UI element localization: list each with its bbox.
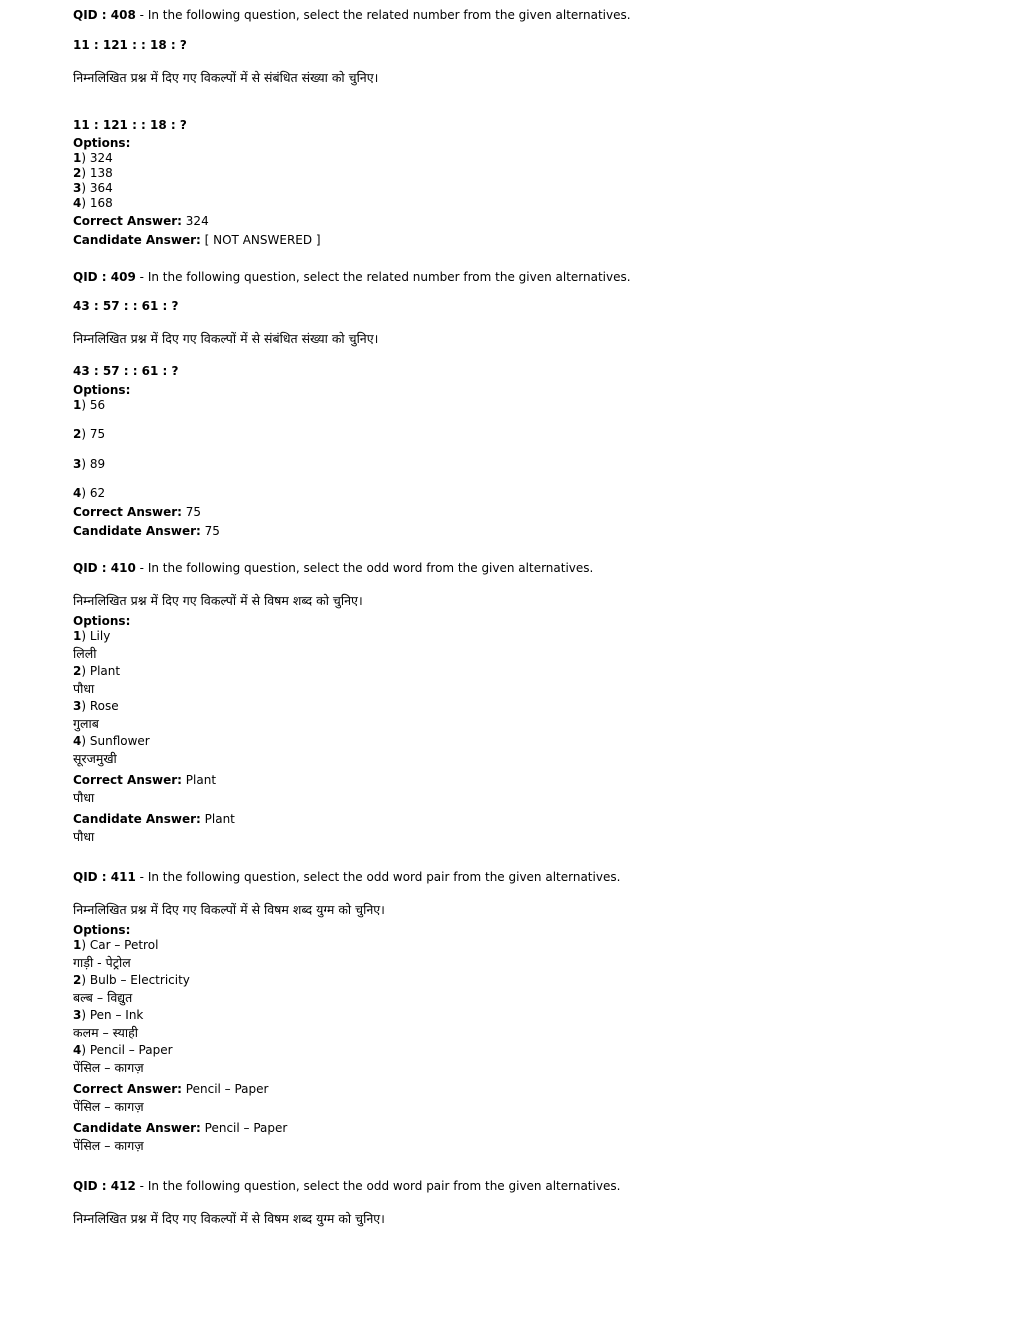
separator: - [135, 870, 148, 884]
option-text: Pencil – Paper [89, 1043, 173, 1057]
correct-answer [73, 214, 209, 229]
candidate-answer [73, 1121, 287, 1136]
option-number: 2 [73, 973, 82, 987]
correct-answer-label: Correct Answer: [73, 773, 182, 787]
option-item: 3) Rose [73, 699, 119, 713]
correct-answer-hi: पौधा [73, 790, 95, 805]
correct-answer-label: Correct Answer: [73, 505, 182, 519]
option-item: 1) Lily [73, 629, 111, 643]
option-number: 2 [73, 664, 82, 678]
option-text: 138 [89, 166, 113, 180]
option-text-hi: पौधा [73, 681, 95, 696]
option-text: 168 [89, 196, 113, 210]
option-text: Car – Petrol [89, 938, 159, 952]
option-item: 3) 364 [73, 181, 113, 195]
option-item: 2) Plant [73, 664, 121, 678]
option-item: 2) 138 [73, 166, 113, 180]
option-number: 3 [73, 181, 82, 195]
option-number: 4 [73, 1043, 82, 1057]
candidate-answer-hi: पेंसिल – कागज़ [73, 1138, 144, 1153]
option-text: Lily [89, 629, 111, 643]
question-text-hi: निम्नलिखित प्रश्न में दिए गए विकल्पों में से विषम शब्द को चुनिए। [73, 593, 363, 608]
question-expression: 43 : 57 : : 61 : ? [73, 299, 179, 313]
correct-answer-value: Pencil – Paper [185, 1082, 269, 1096]
candidate-answer [73, 812, 235, 827]
separator: - [135, 1179, 148, 1193]
option-number: 2 [73, 166, 82, 180]
candidate-answer-hi: पौधा [73, 829, 95, 844]
candidate-answer-value: Plant [204, 812, 235, 826]
question-expression: 11 : 121 : : 18 : ? [73, 38, 187, 52]
option-number: 3 [73, 699, 82, 713]
option-text: 75 [89, 427, 106, 441]
option-text: Bulb – Electricity [89, 973, 190, 987]
option-text: 56 [89, 398, 106, 412]
question-410-header [73, 561, 593, 576]
option-number: 4 [73, 734, 82, 748]
option-number: 3 [73, 457, 82, 471]
options-label: Options: [73, 383, 131, 397]
option-item: 1) Car – Petrol [73, 938, 159, 952]
option-text: 364 [89, 181, 113, 195]
option-item: 4) Pencil – Paper [73, 1043, 173, 1057]
question-expression-hi: 11 : 121 : : 18 : ? [73, 118, 187, 132]
correct-answer-label: Correct Answer: [73, 214, 182, 228]
question-text-hi: निम्नलिखित प्रश्न में दिए गए विकल्पों में से विषम शब्द युग्म को चुनिए। [73, 902, 385, 917]
option-text-hi: पेंसिल – कागज़ [73, 1060, 144, 1075]
candidate-answer-value: 75 [204, 524, 220, 538]
candidate-answer-label: Candidate Answer: [73, 1121, 201, 1135]
question-text-hi: निम्नलिखित प्रश्न में दिए गए विकल्पों में से संबंधित संख्या को चुनिए। [73, 331, 379, 346]
option-number: 1 [73, 629, 82, 643]
option-text-hi: बल्ब – विद्युत [73, 990, 133, 1005]
question-text-en: In the following question, select the related number from the given alternatives. [147, 8, 631, 22]
correct-answer-label: Correct Answer: [73, 1082, 182, 1096]
option-number: 1 [73, 938, 82, 952]
qid-label: QID : 412 [73, 1179, 136, 1193]
options-label: Options: [73, 136, 131, 150]
candidate-answer [73, 524, 220, 539]
candidate-answer [73, 233, 321, 248]
question-411-header [73, 870, 620, 885]
option-text-hi: लिली [73, 646, 97, 661]
question-409-header [73, 270, 631, 285]
candidate-answer-value: [ NOT ANSWERED ] [204, 233, 321, 247]
candidate-answer-label: Candidate Answer: [73, 812, 201, 826]
option-text-hi: सूरजमुखी [73, 751, 117, 766]
option-item: 4) Sunflower [73, 734, 150, 748]
correct-answer [73, 505, 201, 520]
correct-answer-value: 324 [185, 214, 209, 228]
candidate-answer-label: Candidate Answer: [73, 233, 201, 247]
separator: - [135, 561, 148, 575]
qid-label: QID : 411 [73, 870, 136, 884]
correct-answer-value: 75 [185, 505, 202, 519]
option-text: Plant [89, 664, 121, 678]
option-number: 4 [73, 196, 82, 210]
question-text-en: In the following question, select the odd word pair from the given alternatives. [147, 1179, 621, 1193]
option-number: 4 [73, 486, 82, 500]
question-expression-hi: 43 : 57 : : 61 : ? [73, 364, 179, 378]
option-item: 3) Pen – Ink [73, 1008, 144, 1022]
separator: - [135, 8, 148, 22]
option-item: 3) 89 [73, 457, 106, 471]
option-number: 3 [73, 1008, 82, 1022]
option-number: 1 [73, 151, 82, 165]
option-number: 1 [73, 398, 82, 412]
correct-answer [73, 1082, 268, 1097]
candidate-answer-label: Candidate Answer: [73, 524, 201, 538]
qid-label: QID : 410 [73, 561, 136, 575]
question-text-en: In the following question, select the related number from the given alternatives. [147, 270, 631, 284]
qid-label: QID : 409 [73, 270, 136, 284]
question-412-header [73, 1179, 620, 1194]
options-label: Options: [73, 614, 131, 628]
separator: - [135, 270, 148, 284]
question-text-hi: निम्नलिखित प्रश्न में दिए गए विकल्पों में से विषम शब्द युग्म को चुनिए। [73, 1211, 385, 1226]
qid-label: QID : 408 [73, 8, 136, 22]
question-text-hi: निम्नलिखित प्रश्न में दिए गए विकल्पों में से संबंधित संख्या को चुनिए। [73, 70, 379, 85]
option-text: 62 [89, 486, 106, 500]
option-item: 4) 62 [73, 486, 106, 500]
option-text-hi: कलम – स्याही [73, 1025, 138, 1040]
option-text: Rose [89, 699, 119, 713]
option-number: 2 [73, 427, 82, 441]
question-408-header [73, 8, 631, 23]
option-text: 324 [89, 151, 113, 165]
correct-answer-hi: पेंसिल – कागज़ [73, 1099, 144, 1114]
options-label: Options: [73, 923, 131, 937]
correct-answer-value: Plant [185, 773, 217, 787]
option-text: Pen – Ink [89, 1008, 144, 1022]
option-item: 2) Bulb – Electricity [73, 973, 190, 987]
option-item: 1) 56 [73, 398, 106, 412]
candidate-answer-value: Pencil – Paper [204, 1121, 288, 1135]
option-item: 2) 75 [73, 427, 106, 441]
question-text-en: In the following question, select the odd word from the given alternatives. [147, 561, 594, 575]
option-text-hi: गाड़ी - पेट्रोल [73, 955, 131, 970]
question-text-en: In the following question, select the odd word pair from the given alternatives. [147, 870, 621, 884]
option-text-hi: गुलाब [73, 716, 99, 731]
option-text: Sunflower [89, 734, 150, 748]
option-item: 1) 324 [73, 151, 113, 165]
correct-answer [73, 773, 216, 788]
option-item: 4) 168 [73, 196, 113, 210]
option-text: 89 [89, 457, 106, 471]
